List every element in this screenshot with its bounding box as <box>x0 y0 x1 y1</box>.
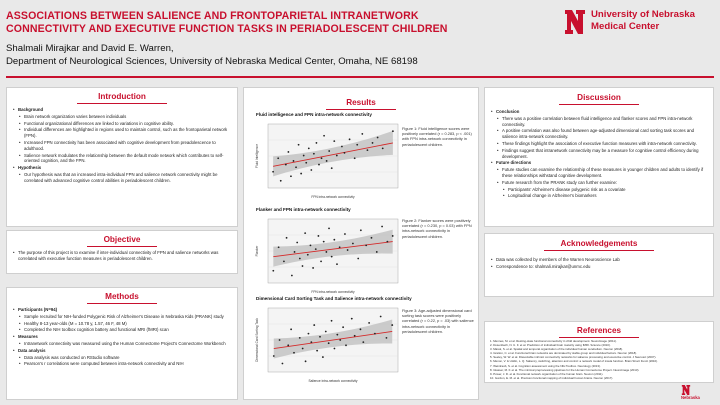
data-point <box>351 318 353 320</box>
subheading: • Data analysis <box>12 348 232 354</box>
data-point <box>287 344 289 346</box>
data-point <box>279 339 281 341</box>
discussion-heading: Discussion <box>577 93 621 102</box>
reference-item: 6. Menon, V. & Uddin, L. Q. Saliency, switching, attention and control: a network model of insula function. Brain Struct Funct (2010). <box>490 359 658 364</box>
reference-item: 10. Gordon, E. M. et al. Precision functional mapping of individual human brains. Neuron (2017). <box>490 375 614 380</box>
reference-item: 7. Weintraub, S. et al. Cognition assessment using the NIH Toolbox. Neurology (2013). <box>490 363 601 368</box>
subheading: • Hypothesis <box>12 165 232 171</box>
chart-1 <box>252 120 402 202</box>
data-point <box>354 157 356 159</box>
logo-line-2: Medical Center <box>591 21 660 32</box>
data-point <box>349 138 351 140</box>
data-point <box>316 142 318 144</box>
data-point <box>357 258 359 260</box>
chart-3 <box>252 304 402 386</box>
data-point <box>331 167 333 169</box>
data-point <box>372 142 374 144</box>
data-point <box>304 232 306 234</box>
bullet-item: • The purpose of this project is to examine if inter-individual connectivity of FPN and salience networks was correlated with executive function measures in periadolescent children. <box>12 250 232 262</box>
subheading: • Conclusion <box>490 109 708 115</box>
bullet-item: • Individual differences are highlighted in regions used to maintain control, such as the frontoparietal network (FPN). <box>12 127 232 139</box>
data-point <box>334 348 336 350</box>
bullet-item: • There was a positive correlation between fluid intelligence and flanker scores and FPN intra-network connectivity. <box>490 116 708 128</box>
affiliation: Department of Neurological Sciences, University of Nebraska Medical Center, Omaha, NE 68198 <box>6 56 418 67</box>
data-point <box>285 164 287 166</box>
poster-title <box>6 10 506 36</box>
data-point <box>296 242 298 244</box>
data-point <box>299 258 301 260</box>
bullet-item: • A positive correlation was also found between age-adjusted dimensional card sorting task scores and salience intra-network connectivity. <box>490 128 708 140</box>
data-point <box>320 260 322 262</box>
data-point <box>341 146 343 148</box>
methods-heading: Methods <box>105 292 139 301</box>
data-point <box>391 324 393 326</box>
data-point <box>336 155 338 157</box>
data-point <box>282 363 284 365</box>
data-point <box>328 150 330 152</box>
reference-item: 9. Power, J. D. et al. Functional network organization of the human brain. Neuron (2011). <box>490 371 604 376</box>
bullet-item: • Longitudinal change in Alzheimer's biomarkers <box>490 193 708 199</box>
data-point <box>310 169 312 171</box>
bullet-item: • Data analysis was conducted on RStudio software <box>12 355 232 361</box>
data-point <box>280 180 282 182</box>
heading-underline <box>544 250 654 251</box>
data-point <box>303 155 305 157</box>
data-point <box>294 251 296 253</box>
heading-underline <box>77 103 167 104</box>
data-point <box>360 229 362 231</box>
data-point <box>392 235 394 237</box>
data-point <box>272 171 274 173</box>
title-line-2: CONNECTIVITY AND EXECUTIVE FUNCTION TASKS IN PERIADOLESCENT CHILDREN <box>6 23 448 35</box>
bullet-item: • Pearson's r correlations were computed between intra-network connectivity and NIH <box>12 361 232 367</box>
data-point <box>323 241 325 243</box>
subheading: • Future directions <box>490 160 708 166</box>
data-point <box>336 263 338 265</box>
x-axis-label: FPN intra-network connectivity <box>311 195 355 199</box>
y-axis-label: Flanker <box>255 245 259 257</box>
chart-2-title: Flanker and FPN intra-network connectivity <box>256 207 351 212</box>
methods-panel <box>6 287 238 400</box>
data-point <box>272 270 274 272</box>
data-point <box>380 316 382 318</box>
data-point <box>339 246 341 248</box>
data-point <box>339 339 341 341</box>
data-point <box>313 153 315 155</box>
data-point <box>278 246 280 248</box>
data-point <box>312 267 314 269</box>
data-point <box>319 336 321 338</box>
data-point <box>336 334 338 336</box>
data-point <box>277 157 279 159</box>
data-point <box>331 256 333 258</box>
bullet-item: • Correspondence to: shalmali.mirajkar@unmc.edu <box>490 264 708 270</box>
data-point <box>293 160 295 162</box>
data-point <box>316 350 318 352</box>
data-point <box>377 137 379 139</box>
bullet-item: • Increased FPN connectivity has been associated with cognitive development from preadolescence to adulthood. <box>12 140 232 152</box>
data-point <box>287 151 289 153</box>
bullet-item: • These findings highlight the association of executive function measures with intra-network connectivity. <box>490 141 708 147</box>
discussion-list <box>490 109 708 199</box>
data-point <box>315 248 317 250</box>
subheading: • Background <box>12 107 232 113</box>
chart-2 <box>252 215 402 297</box>
chart-1-title: Fluid intelligence and FPN intra-network connectivity <box>256 112 372 117</box>
data-point <box>298 144 300 146</box>
heading-underline <box>87 246 157 247</box>
data-point <box>307 254 309 256</box>
data-point <box>386 337 388 339</box>
x-axis-label: Salience intra-network connectivity <box>308 379 358 383</box>
results-panel <box>243 87 479 400</box>
data-point <box>273 355 275 357</box>
introduction-list <box>12 107 232 184</box>
data-point <box>381 226 383 228</box>
title-line-1: ASSOCIATIONS BETWEEN SALIENCE AND FRONTOPARIETAL INTRANETWORK <box>6 10 419 22</box>
data-point <box>305 162 307 164</box>
heading-underline <box>87 303 157 304</box>
data-point <box>318 164 320 166</box>
bullet-item: • Future research from the PRANK study can further examine: <box>490 180 708 186</box>
data-point <box>333 239 335 241</box>
reference-item: 2. Dosenbach, N. U. F. et al. Prediction of individual brain maturity using fMRI. Science (2010). <box>490 343 611 348</box>
chart-1-caption: Figure 1: Fluid intelligence scores were positively correlated (r = 0.283, p < .001) with FPN intra-network connectivity in periadolescent children. <box>402 126 472 147</box>
logo-line-1: University of Nebraska <box>591 9 695 20</box>
bullet-item: • Salience network modulates the relationship between the default mode network which contributes to self-oriented cognition, and the FPN. <box>12 153 232 165</box>
reference-item: 1. Mennes, M. et al. Resting-state functional connectivity in child development. NeuroImage (2011). <box>490 339 617 343</box>
data-point <box>371 237 373 239</box>
objective-panel <box>6 230 238 274</box>
data-point <box>310 341 312 343</box>
data-point <box>293 352 295 354</box>
data-point <box>360 328 362 330</box>
data-point <box>331 320 333 322</box>
data-point <box>322 356 324 358</box>
bullet-item: • Our hypothesis was that an increased intra-individual FPN and salience network connectivity might be correlated with advanced cognitive control abilities in periadolescent children. <box>12 172 232 184</box>
acknowledgements-panel <box>484 233 714 297</box>
bullet-item: • Participants' Alzheimer's disease polygenic risk as a covariate <box>490 187 708 193</box>
bullet-item: • Sample recruited for NIH-funded Polygenic Risk of Alzheimer's Disease in Nebraska Kids (PRANK) study <box>12 314 232 320</box>
data-point <box>374 333 376 335</box>
x-axis-label: FPN intra-network connectivity <box>311 290 355 294</box>
objective-heading: Objective <box>103 235 141 244</box>
author-block <box>6 42 418 68</box>
methods-list <box>12 307 232 367</box>
reference-item: 4. Gratton, C. et al. Functional brain networks are dominated by stable group and individual factors. Neuron (2018). <box>490 351 638 356</box>
data-point <box>347 249 349 251</box>
data-point <box>392 130 394 132</box>
data-point <box>352 243 354 245</box>
chart-3-caption: Figure 3: Age-adjusted dimensional card sorting task scores were positively correlated (r = 0.22, p = .03) with salience intra-network connectivity in periadolescent children. <box>402 308 474 334</box>
bullet-item: • Data was collected by members of the Warren Neuroscience Lab <box>490 257 708 263</box>
bullet-item: • Functional organizational differences are linked to variations in cognitive ability. <box>12 121 232 127</box>
acknowledgements-heading: Acknowledgements <box>560 239 638 248</box>
data-point <box>345 344 347 346</box>
authors: Shalmali Mirajkar and David E. Warren, <box>6 43 174 54</box>
data-point <box>356 144 358 146</box>
discussion-panel <box>484 87 714 227</box>
data-point <box>376 251 378 253</box>
bullet-item: • Completed the NIH toolbox cognition battery and functional MRI (fMRI) scan <box>12 327 232 333</box>
data-point <box>325 331 327 333</box>
data-point <box>313 324 315 326</box>
references-heading: References <box>576 326 622 335</box>
data-point <box>344 152 346 154</box>
chart-3-title: Dimensional Card Sorting Task and Salience intra-network connectivity <box>256 296 412 301</box>
data-point <box>308 147 310 149</box>
data-point <box>365 244 367 246</box>
data-point <box>354 335 356 337</box>
data-point <box>362 341 364 343</box>
data-point <box>300 173 302 175</box>
heading-underline <box>559 337 639 338</box>
data-point <box>291 275 293 277</box>
results-heading: Results <box>346 98 376 107</box>
data-point <box>308 333 310 335</box>
footer-logo-text: Nebraska <box>681 395 700 400</box>
footer-logo <box>681 384 715 402</box>
y-axis-label: Fluid Intelligence <box>255 144 259 168</box>
data-point <box>368 322 370 324</box>
data-point <box>328 228 330 230</box>
heading-underline <box>326 109 396 110</box>
reference-item: 5. Seeley, W. W. et al. Dissociable intrinsic connectivity networks for salience processing and executive control. J Neurosci (2007). <box>490 355 657 360</box>
data-point <box>283 260 285 262</box>
introduction-panel <box>6 87 238 227</box>
reference-item: 8. Glasser, M. F. et al. The minimal preprocessing pipelines for the Human Connectome Project. NeuroImage (2013). <box>490 367 640 372</box>
data-point <box>290 175 292 177</box>
references-list <box>490 340 708 381</box>
subheading: • Participants (N=94) <box>12 307 232 313</box>
references-panel <box>484 321 714 383</box>
acknowledgements-list <box>490 257 708 270</box>
data-point <box>333 140 335 142</box>
heading-underline <box>559 104 639 105</box>
data-point <box>328 342 330 344</box>
data-point <box>299 337 301 339</box>
data-point <box>325 251 327 253</box>
bullet-item: • Brain network organization varies between individuals <box>12 114 232 120</box>
data-point <box>323 135 325 137</box>
data-point <box>361 133 363 135</box>
data-point <box>382 147 384 149</box>
nebraska-n-icon <box>563 8 587 36</box>
data-point <box>286 237 288 239</box>
data-point <box>305 360 307 362</box>
bullet-item: • Healthy 8-13 year-olds (M = 10.78 y, 1.57, 46 F, 48 M) <box>12 321 232 327</box>
objective-list <box>12 250 232 262</box>
data-point <box>326 160 328 162</box>
unmc-logo <box>563 6 713 42</box>
data-point <box>318 235 320 237</box>
data-point <box>290 328 292 330</box>
data-point <box>342 326 344 328</box>
data-point <box>386 241 388 243</box>
y-axis-label: Dimensional Card Sorting Task <box>255 318 259 362</box>
data-point <box>344 233 346 235</box>
subheading: • Measures <box>12 334 232 340</box>
reference-item: 3. Marek, S. et al. Spatial and temporal organization of the individual human cerebellum. Neuron (2018). <box>490 347 624 352</box>
bullet-item: • Findings suggest that intranetwork connectivity may be a measure for cognitive control efficiency during development. <box>490 148 708 160</box>
data-point <box>321 157 323 159</box>
data-point <box>302 265 304 267</box>
bullet-item: • Intranetwork connectivity was measured using the Human Connectome Project's Connectome Workbench <box>12 341 232 347</box>
data-point <box>310 244 312 246</box>
bullet-item: • Future studies can examine the relationship of these measures in younger children and adults to identify if these relationships withstand cognitive development. <box>490 167 708 179</box>
data-point <box>367 149 369 151</box>
header-divider <box>6 76 714 78</box>
chart-2-caption: Figure 2: Flanker scores were positively correlated (r = 0.230, p = 0.03) with FPN intra-network connectivity in periadolescent children. <box>402 218 472 239</box>
data-point <box>302 348 304 350</box>
data-point <box>295 166 297 168</box>
introduction-heading: Introduction <box>98 92 146 101</box>
